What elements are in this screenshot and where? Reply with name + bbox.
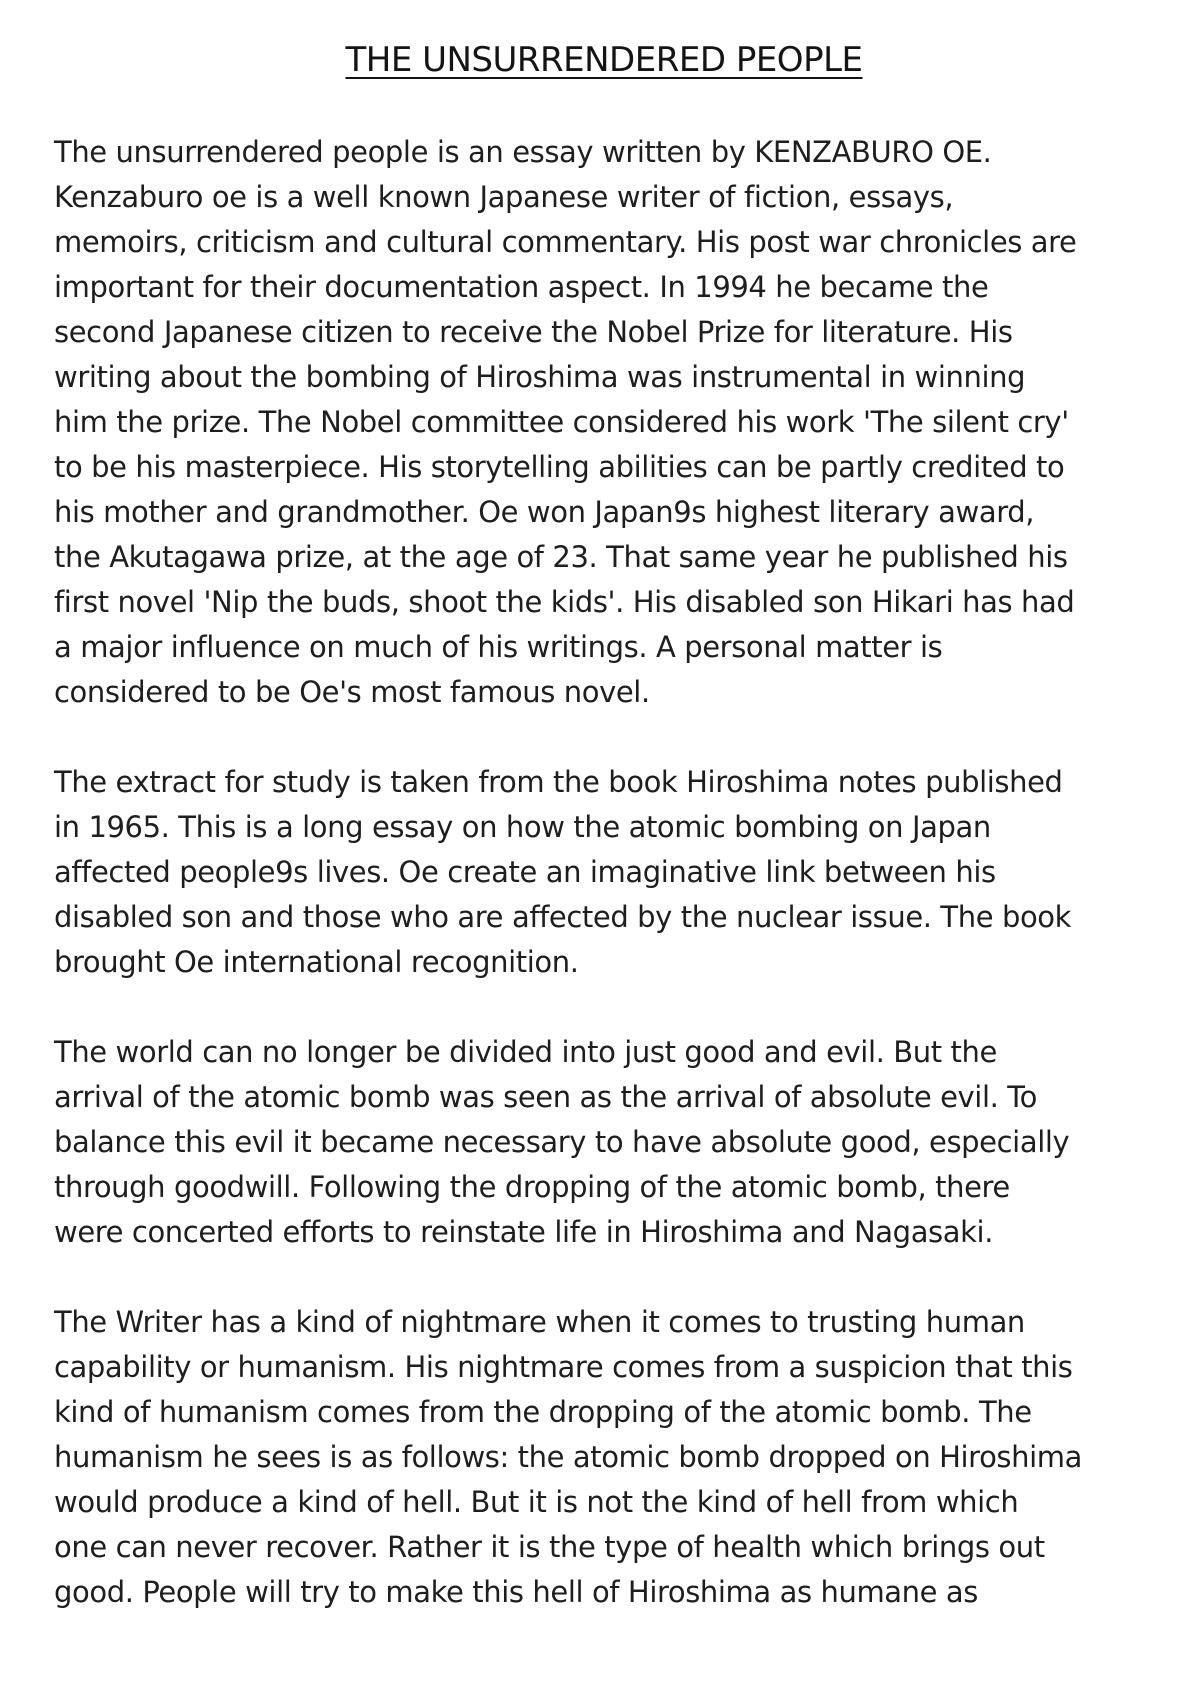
document-page <box>54 30 1154 1615</box>
paragraph-author-bio: The unsurrendered people is an essay written by KENZABURO OE. Kenzaburo oe is a well known Japanese writer of fiction, essays, memoirs, criticism and cultural commentary. His post war chronicles are important for their documentation aspect. In 1994 he became the second Japanese citizen to receive the Nobel Prize for literature. His writing about the bombing of Hiroshima was instrumental in winning him the prize. The Nobel committee considered his work 'The silent cry' to be his masterpiece. His storytelling abilities can be partly credited to his mother and grandmother. Oe won Japan9s highest literary award, the Akutagawa prize, at the age of 23. That same year he published his first novel 'Nip the buds, shoot the kids'. His disabled son Hikari has had a major influence on much of his writings. A personal matter is considered to be Oe's most famous novel. <box>54 135 1077 709</box>
paragraph-humanism-nightmare: The Writer has a kind of nightmare when it comes to trusting human capability or humanism. His nightmare comes from a suspicion that this kind of humanism comes from the dropping of the atomic bomb. The humanism he sees is as follows: the atomic bomb dropped on Hiroshima would produce a kind of hell. But it is not the kind of hell from which one can never recover. Rather it is the type of health which brings out good. People will try to make this hell of Hiroshima as humane as <box>54 1305 1082 1609</box>
paragraph-good-and-evil: The world can no longer be divided into just good and evil. But the arrival of the atomic bomb was seen as the arrival of absolute evil. To balance this evil it became necessary to have absolute good, especially through goodwill. Following the dropping of the atomic bomb, there were concerted efforts to reinstate life in Hiroshima and Nagasaki. <box>54 1035 1070 1249</box>
document-title: THE UNSURRENDERED PEOPLE <box>345 40 863 80</box>
paragraph-extract-source: The extract for study is taken from the book Hiroshima notes published in 1965. This is a long essay on how the atomic bombing on Japan affected people9s lives. Oe create an imaginative link between his disabled son and those who are affected by the nuclear issue. The book brought Oe international recognition. <box>54 765 1072 979</box>
